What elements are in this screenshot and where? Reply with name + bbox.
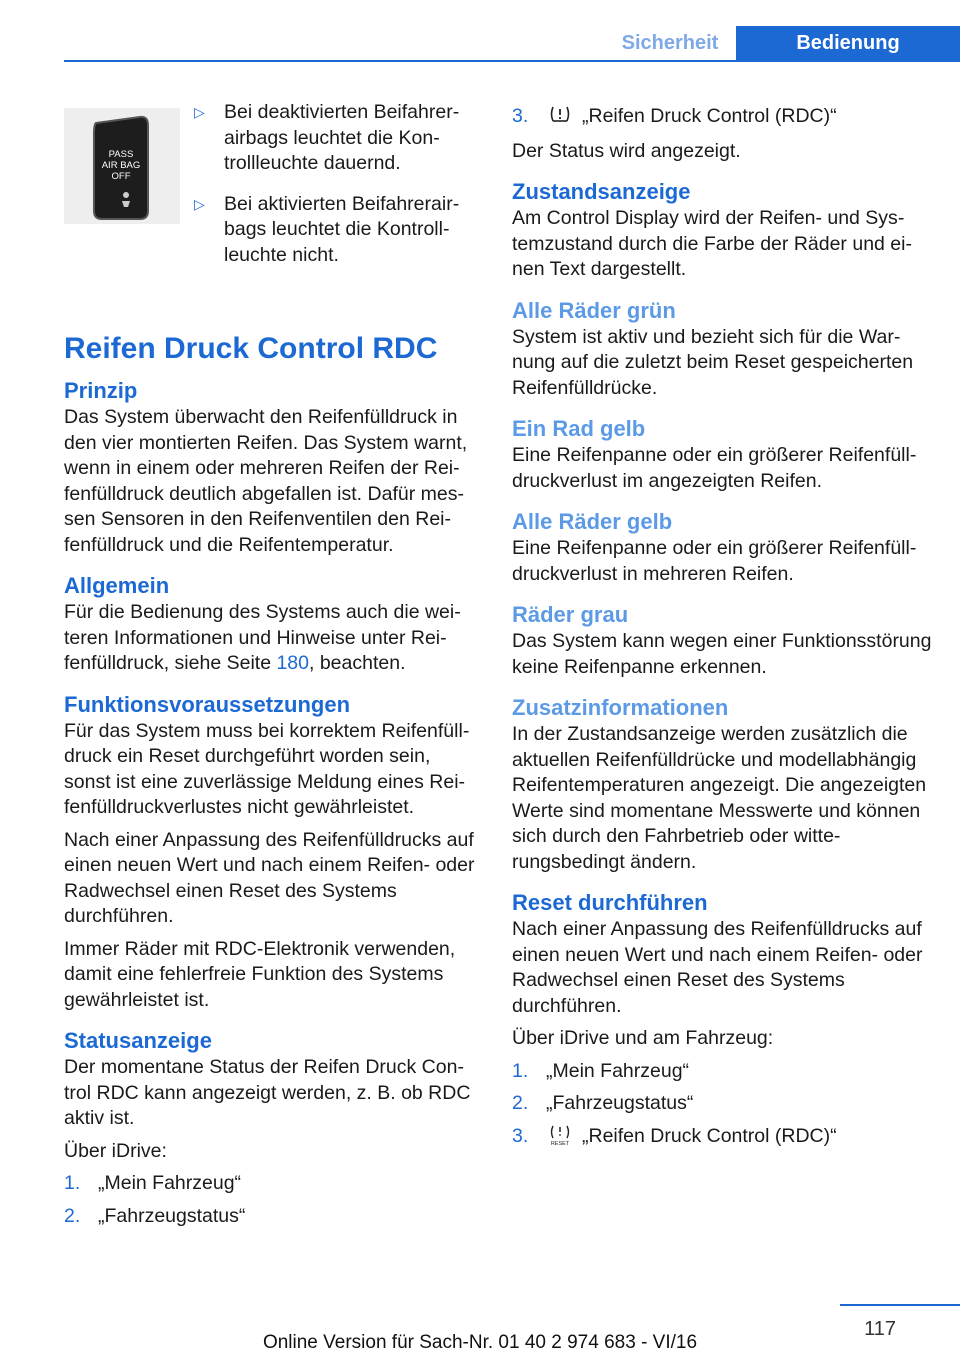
funktion-text-2: Nach einer Anpassung des Reifenfülldrucks auf einen neuen Wert und nach einem Reifen- oder Radwechsel einen Reset des Systems durchführen. (64, 828, 475, 927)
airbag-switch-image (64, 108, 180, 224)
svg-text:OFF: OFF (111, 171, 131, 182)
page-reference-link[interactable]: 180 (276, 652, 309, 674)
airbag-bullets (180, 100, 482, 283)
step-text: „Fahrzeugstatus“ (546, 1092, 694, 1114)
step-text: „Fahrzeugstatus“ (98, 1204, 246, 1227)
list-item (64, 1204, 482, 1230)
triangle-bullet-icon: ▷ (194, 195, 205, 212)
list-item (512, 1091, 932, 1117)
online-version-footer: Online Version für Sach-Nr. 01 40 2 974 683 - VI/16 (262, 1332, 698, 1353)
reset-idrive: Über iDrive und am Fahrzeug: (512, 1027, 774, 1049)
heading-reset-durchfuehren: Reset durchführen (512, 890, 708, 915)
bullet-text: Bei aktivierten Beifahrerairbags leuchtet die Kontrollleuchte nicht. (224, 192, 460, 266)
zusatz-text: In der Zustandsanzeige werden zusätzlich die aktuellen Reifenfülldrücke und modellabhängig Reifentemperaturen angezeigt. Die angezeigten Werte sind momentane Messwerte und können sich durch den Fahrbetrieb oder witterungsbedingt ändern. (512, 723, 927, 873)
heading-alle-raeder-gruen: Alle Räder grün (512, 297, 676, 323)
heading-zusatzinformationen: Zusatzinformationen (512, 695, 729, 720)
allgemein-text: Für die Bedienung des Systems auch die weiteren Informationen und Hinweise unter Reifenfülldruck, siehe Seite 180, beachten. (64, 601, 461, 674)
list-item (194, 192, 482, 276)
prinzip-text: Das System überwacht den Reifenfülldruck in den vier montierten Reifen. Das System warnt, wenn in einem oder mehreren Reifen der Reifenfülldruck deutlich abgefallen ist. Dafür messen Sensoren in den Reifenventilen den Reifenfülldruck und die Reifentemperatur. (64, 406, 468, 556)
gelball-text: Eine Reifenpanne oder ein größerer Reifenfülldruckverlust in mehreren Reifen. (512, 537, 917, 585)
step-number: 2. (512, 1092, 529, 1114)
svg-text:PASS: PASS (108, 149, 134, 160)
tire-pressure-icon (548, 104, 572, 132)
heading-funktionsvoraussetzungen: Funktionsvoraussetzungen (64, 691, 351, 717)
airbag-button-graphic (88, 111, 156, 221)
step-text: „Reifen Druck Control (RDC)“ (582, 1124, 837, 1147)
heading-allgemein: Allgemein (64, 573, 170, 598)
list-item (194, 100, 482, 184)
page-header (64, 26, 960, 62)
list-item (512, 1124, 932, 1154)
status-result: Der Status wird angezeigt. (512, 139, 741, 162)
reset-steps-list (512, 1059, 932, 1154)
section-title: Reifen Druck Control RDC (64, 332, 438, 365)
step-text: „Mein Fahrzeug“ (98, 1172, 242, 1194)
heading-zustandsanzeige: Zustandsanzeige (512, 179, 691, 204)
triangle-bullet-icon: ▷ (194, 104, 205, 120)
status-text: Der momentane Status der Reifen Druck Control RDC kann angezeigt werden, z. B. ob RDC aktiv ist. (64, 1056, 471, 1129)
gruen-text: System ist aktiv und bezieht sich für die Warnung auf die zuletzt beim Reset gespeicherten Reifenfülldrücke. (512, 325, 914, 399)
bullet-text: Bei deaktivierten Beifahrerairbags leuchtet die Kontrollleuchte dauernd. (224, 101, 460, 174)
heading-statusanzeige: Statusanzeige (64, 1028, 212, 1053)
funktion-text-1: Für das System muss bei korrektem Reifenfülldruck ein Reset durchgeführt worden sein, sonst ist eine zuverlässige Meldung eines Reifenfülldruckverlustes nicht gewährleistet. (64, 719, 470, 818)
tab-sicherheit[interactable]: Sicherheit (604, 26, 736, 60)
gelb1-text: Eine Reifenpanne oder ein größerer Reifenfülldruckverlust im angezeigten Reifen. (512, 444, 917, 492)
page-number: 117 (864, 1318, 896, 1340)
grau-text: Das System kann wegen einer Funktionsstörung keine Reifenpanne erkennen. (512, 630, 932, 678)
list-item (512, 1059, 932, 1085)
left-column (64, 100, 482, 1236)
step-number: 1. (512, 1059, 529, 1082)
footer-rule (840, 1304, 960, 1306)
airbag-indicator-block (64, 100, 482, 283)
status-idrive: Über iDrive: (64, 1139, 167, 1162)
step-number: 3. (512, 105, 529, 127)
status-steps-list-cont (512, 104, 932, 132)
status-steps-list (64, 1171, 482, 1229)
funktion-text-3: Immer Räder mit RDC-Elektronik verwenden, damit eine fehlerfreie Funktion des Systems gewährleistet ist. (64, 937, 456, 1011)
list-item (64, 1171, 482, 1197)
step-number: 1. (64, 1172, 81, 1194)
step-number: 2. (64, 1204, 81, 1227)
svg-text:RESET: RESET (550, 1140, 570, 1146)
heading-prinzip: Prinzip (64, 378, 138, 403)
svg-text:AIR BAG: AIR BAG (101, 160, 141, 171)
list-item (512, 104, 932, 132)
step-text: „Reifen Druck Control (RDC)“ (582, 105, 837, 127)
tab-bedienung[interactable]: Bedienung (736, 26, 960, 60)
heading-alle-raeder-gelb: Alle Räder gelb (512, 509, 673, 534)
heading-raeder-grau: Räder grau (512, 602, 629, 627)
tire-pressure-reset-icon (548, 1124, 572, 1154)
step-number: 3. (512, 1124, 529, 1147)
right-column (512, 100, 932, 1160)
reset-text: Nach einer Anpassung des Reifenfülldrucks auf einen neuen Wert und nach einem Reifen- oder Radwechsel einen Reset des Systems durchführen. (512, 918, 923, 1017)
heading-ein-rad-gelb: Ein Rad gelb (512, 416, 646, 441)
zustand-text: Am Control Display wird der Reifen- und Systemzustand durch die Farbe der Räder und einen Text dargestellt. (512, 207, 912, 280)
step-text: „Mein Fahrzeug“ (546, 1059, 690, 1082)
